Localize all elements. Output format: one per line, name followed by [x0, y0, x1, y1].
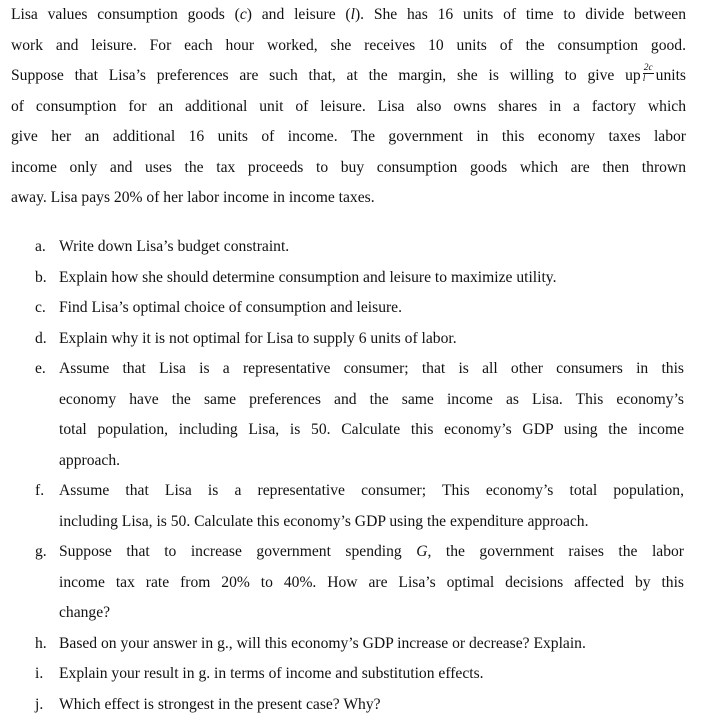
question-letter: e. — [35, 360, 46, 377]
question-letter: g. — [35, 543, 47, 560]
question-i — [0, 659, 711, 690]
intro-line-7: away. Lisa pays 20% of her labor income in income taxes. — [11, 189, 375, 206]
intro-line-2: work and leisure. For each hour worked, she receives 10 units of the consumption good. — [11, 36, 686, 54]
question-text: Which effect is strongest in the present case? Why? — [59, 695, 381, 713]
question-b — [0, 263, 711, 294]
question-text: Explain why it is not optimal for Lisa to supply 6 units of labor. — [59, 329, 457, 347]
question-j — [0, 690, 711, 721]
question-letter: c. — [35, 299, 46, 316]
question-letter: f. — [35, 482, 45, 499]
intro-line-6: income only and uses the tax proceeds to buy consumption goods which are then thrown — [11, 158, 686, 176]
intro-line-5: give her an additional 16 units of income. The government in this economy taxes labor — [11, 128, 686, 145]
question-text: Assume that Lisa is a representative consumer; that is all other consumers in this — [59, 360, 684, 377]
question-letter: d. — [35, 329, 47, 347]
question-text: total population, including Lisa, is 50. Calculate this economy’s GDP using the income — [59, 421, 684, 438]
question-a — [0, 232, 711, 263]
question-text: Explain your result in g. in terms of income and substitution effects. — [59, 665, 484, 682]
question-text: income tax rate from 20% to 40%. How are Lisa’s optimal decisions affected by this — [59, 573, 684, 591]
question-text: including Lisa, is 50. Calculate this economy’s GDP using the expenditure approach. — [59, 512, 589, 530]
question-d — [0, 324, 711, 355]
intro-line-4: of consumption for an additional unit of leisure. Lisa also owns shares in a factory which — [11, 97, 686, 115]
question-c — [0, 293, 711, 324]
question-letter: i. — [35, 665, 44, 682]
question-text: economy have the same preferences and the same income as Lisa. This economy’s — [59, 390, 684, 408]
question-f — [0, 476, 711, 537]
question-text: change? — [59, 604, 111, 621]
question-letter: h. — [35, 634, 47, 652]
question-text: Based on your answer in g., will this economy’s GDP increase or decrease? Explain. — [59, 634, 586, 652]
question-text: approach. — [59, 451, 121, 469]
question-letter: a. — [35, 238, 46, 255]
question-text: Find Lisa’s optimal choice of consumption and leisure. — [59, 299, 403, 316]
question-g — [0, 537, 711, 629]
question-text: Assume that Lisa is a representative consumer; This economy’s total population, — [59, 482, 684, 499]
intro-line-3: Suppose that Lisa’s preferences are such that, at the margin, she is willing to give up $\frac{2c}{l}$ units — [11, 62, 686, 84]
question-e — [0, 354, 711, 476]
fraction-2c-over-l: $\frac{2c}{l}$ — [642, 62, 653, 84]
question-text: Explain how she should determine consumption and leisure to maximize utility. — [59, 268, 557, 286]
question-h — [0, 629, 711, 660]
question-text: Suppose that to increase government spending G, the government raises the labor — [59, 543, 684, 560]
intro-line-1: Lisa values consumption goods (c) and leisure (l). She has 16 units of time to divide between — [11, 6, 686, 23]
question-list — [0, 232, 711, 720]
question-letter: j. — [35, 695, 44, 713]
question-text: Write down Lisa’s budget constraint. — [59, 238, 290, 255]
problem-intro — [11, 0, 686, 214]
question-letter: b. — [35, 268, 47, 286]
